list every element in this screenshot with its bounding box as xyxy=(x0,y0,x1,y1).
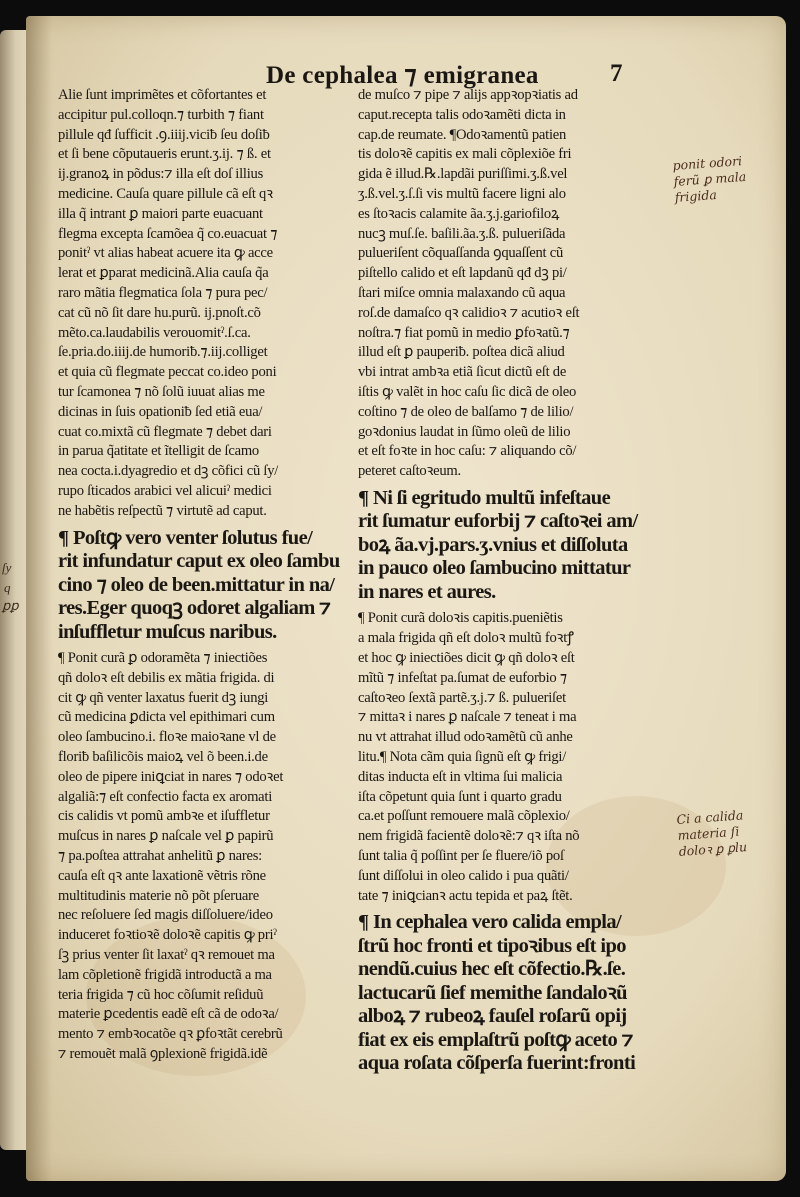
annotation-line: Ci a calida xyxy=(676,807,744,827)
text-line: in parua q̃atitate et ĩtelligit de ſcamo xyxy=(58,443,259,460)
text-line: dicinas in ſuis opationiƀ ſed etiã eua/ xyxy=(58,403,263,420)
text-line: mĩtũ ⁊ infeſtat pa.ſumat de euforbio ⁊ xyxy=(358,669,567,686)
running-title: De cephalea ⁊ emigranea xyxy=(266,62,539,89)
heading-line: boꝝ ãa.vj.pars.ʒ.vnius et diſſoluta xyxy=(358,533,628,556)
left-margin-mark: ꝑꝑ xyxy=(2,598,19,613)
page-gutter-shadow xyxy=(26,16,52,1181)
text-line: ⁊ mittaꝛ i nares ꝑ naſcale ⁊ teneat i ma xyxy=(358,709,577,726)
text-line: multitudinis materie nõ põt pſeruare xyxy=(58,887,259,904)
text-line: ponitˀ vt alias habeat acuere ita ꝙ acce xyxy=(58,245,273,262)
annotation-line: doloꝛ ꝑ ꝑlu xyxy=(678,839,748,859)
text-line: roſ.de damaſco qꝛ calidioꝛ ⁊ acutioꝛ eſt xyxy=(358,304,580,321)
text-line: litu.¶ Nota cãm quia ſignũ eſt ꝙ frigi/ xyxy=(358,749,567,766)
text-line: ſe.pria.do.iiij.de humoriƀ.⁊.iij.colliget xyxy=(58,344,268,361)
heading-line: in nares et aures. xyxy=(358,580,496,603)
text-line: rupo ſticados arabici vel alicuiˀ medici xyxy=(58,482,272,499)
text-line: peteret caſtoꝛeum. xyxy=(358,463,461,480)
text-line: pillule qđ ſufficit .ꝯ.iiij.viciƀ ſeu doſiƀ xyxy=(58,126,270,143)
text-line: ditas inducta eſt in vltima ſui malicia xyxy=(358,768,563,785)
text-line: vbi intrat ambꝛa etiã ſicut dictũ eſt de xyxy=(358,364,567,381)
heading-line: rit infundatur caput ex oleo ſambu xyxy=(58,550,340,573)
heading-line: ¶ Ni ſi egritudo multũ infeſtaue xyxy=(358,486,611,509)
text-line: accipitur pul.colloqn.⁊ turbith ⁊ fiant xyxy=(58,106,264,123)
heading-line: fiat ex eis emplaſtrũ poſtꝙ aceto ⁊ xyxy=(358,1028,633,1051)
page-number: 7 xyxy=(610,60,623,87)
left-margin-mark: q xyxy=(4,580,11,595)
text-line: medicine. Cauſa quare pillule cã eſt qꝛ xyxy=(58,185,273,202)
text-line: nea cocta.i.dyagredio et dꝫ cõfici cũ ſy/ xyxy=(58,463,279,480)
text-line: lam cõpletionẽ frigidã introductã a ma xyxy=(58,966,272,983)
annotation-line: frigida xyxy=(674,186,718,205)
text-line: goꝛdonius laudat in ſũmo oleũ de lilio xyxy=(358,423,571,440)
text-line: nucꝫ muſ.ſe. baſili.ãa.ʒ.ß. pulueriſãda xyxy=(358,225,566,242)
text-line: Alie ſunt imprimẽtes et cõfortantes et xyxy=(58,87,267,103)
text-line: mẽto.ca.laudabilis verouomitˀ.ſ.ca. xyxy=(58,324,251,341)
heading-line: ſtrũ hoc fronti et tipoꝛibus eſt ipo xyxy=(358,934,626,957)
heading-line: rit ſumatur euforbij ⁊ caſtoꝛei am/ xyxy=(358,510,638,533)
text-line: caput.recepta talis odoꝛamẽti dicta in xyxy=(358,106,566,123)
text-line: cit ꝙ qñ venter laxatus fuerit dꝫ iungi xyxy=(58,689,269,706)
heading-line: nendũ.cuius hec eſt cõfectio.℞.ſe. xyxy=(358,958,626,981)
text-line: et eſt foꝛte in hoc caſu: ⁊ aliquando cõ/ xyxy=(358,443,577,460)
text-line: iſtis ꝙ valẽt in hoc caſu ſic dicã de oleo xyxy=(358,383,577,400)
heading-line: ¶ Poſtꝙ vero venter ſolutus fue/ xyxy=(58,526,313,549)
heading-line: ¶ In cephalea vero calida empla/ xyxy=(358,911,622,934)
text-line: noſtra.⁊ fiat pomũ in medio ꝑfoꝛatũ.⁊ xyxy=(358,324,570,341)
marginal-annotation-upper xyxy=(672,153,748,206)
text-line: a mala frigida qñ eſt doloꝛ multũ foꝛtꝭ xyxy=(358,630,574,647)
text-line: algaliã:⁊ eſt confectio facta ex aromati xyxy=(58,788,273,805)
text-line: induceret foꝛtioꝛẽ doloꝛẽ capitis ꝙ priˀ xyxy=(58,927,277,944)
heading-line: aqua roſata cõſperſa fuerint:fronti xyxy=(358,1052,636,1075)
text-line: ij.granoꝝ in põdus:⁊ illa eſt doſ illius xyxy=(58,166,264,183)
text-line: de muſco ⁊ pipe ⁊ alijs appꝛopꝛiatis ad xyxy=(358,87,578,103)
heading-line: inſuffletur muſcus naribus. xyxy=(58,620,277,643)
text-line: tur ſcamonea ⁊ nõ ſolũ iuuat alias me xyxy=(58,383,265,400)
text-line: ſꝫ prius venter ſit laxatˀ qꝛ remouet ma xyxy=(58,946,275,963)
text-line: caſtoꝛeo ſextã partẽ.ʒ.j.⁊ ß. pulueriſet xyxy=(358,689,566,706)
text-line: lerat et ꝑparat medicinã.Alia cauſa q̃a xyxy=(58,265,269,282)
text-line: illa q̃ intrant ꝑ maiori parte euacuant xyxy=(58,205,263,222)
text-line: oleo de pipere iniꝗciat in nares ⁊ odoꝛet xyxy=(58,768,284,785)
text-line: tis doloꝛẽ capitis ex mali cõplexiõe fri xyxy=(358,146,572,163)
text-line: gida ẽ illud.℞.lapdãi puriſſimi.ʒ.ß.vel xyxy=(358,166,568,183)
text-line: raro mãtia flegmatica ſola ⁊ pura pec/ xyxy=(58,284,268,301)
marginal-annotation-lower xyxy=(676,807,748,860)
text-line: ʒ.ß.vel.ʒ.ſ.ſi vis multũ facere ligni alo xyxy=(358,185,566,202)
text-line: ¶ Ponit curã doloꝛis capitis.pueniẽtis xyxy=(358,610,563,627)
text-line: es ſtoꝛacis calamite ãa.ʒ.j.gariofiloꝝ xyxy=(358,205,560,222)
text-line: nu vt attrahat illud odoꝛamẽtũ cũ anhe xyxy=(358,729,573,746)
text-line: ¶ Ponit curã ꝑ odoramẽta ⁊ iniectiões xyxy=(58,650,268,667)
annotation-line: ferũ ꝑ mala xyxy=(673,168,747,189)
text-line: ⁊ remouẽt malã ꝯplexionẽ frigidã.idẽ xyxy=(58,1045,268,1062)
text-line: muſcus in nares ꝑ naſcale vel ꝑ papirũ xyxy=(58,828,274,845)
text-line: oleo ſambucino.i. floꝛe maioꝛane vl de xyxy=(58,729,276,746)
annotation-line: ponit odori xyxy=(672,153,743,173)
annotation-line: materia ſi xyxy=(677,823,740,843)
text-line: illud eſt ꝑ pauperiƀ. poſtea dicã aliud xyxy=(358,344,565,361)
text-line: tate ⁊ iniꝗcianꝛ actu tepida et paꝝ ſtẽt. xyxy=(358,887,573,904)
text-line: cat cũ nõ ſit dare hu.purũ. ij.pnoſt.cõ xyxy=(58,304,261,321)
text-line: materie ꝑcedentis eadẽ eſt cã de odoꝛa/ xyxy=(58,1006,279,1023)
text-line: ſunt talia q̃ poſſint per ſe fluere/iõ poſ xyxy=(358,848,564,864)
text-line: piſtello calido et eſt lapdanũ qđ dꝫ pi/ xyxy=(358,265,567,282)
left-margin-mark: ſy xyxy=(2,560,12,575)
heading-line: in pauco oleo ſambucino mittatur xyxy=(358,557,631,580)
text-line: floriƀ baſilicõis maioꝝ vel õ been.i.de xyxy=(58,749,268,766)
text-line: flegma excepta ſcamõea q̃ co.euacuat ⁊ xyxy=(58,225,278,242)
text-line: ſtari miſce omnia malaxando cũ aqua xyxy=(358,284,566,301)
text-line: qñ doloꝛ eſt debilis ex mãtia frigida. di xyxy=(58,669,275,686)
text-line: ſunt diſſolui in oleo calido i pua quãti/ xyxy=(358,867,569,884)
text-line: iſta cõpetunt quia ſunt i quarto gradu xyxy=(358,788,562,805)
text-line: cis calidis vt pomũ ambꝛe et iſuffletur xyxy=(58,808,270,825)
text-line: cuat co.mixtã cũ flegmate ⁊ debet dari xyxy=(58,423,272,440)
text-line: ca.et poſſunt remouere malã cõplexio/ xyxy=(358,808,570,825)
text-line: ne habẽtis reſpectũ ⁊ virtutẽ ad caput. xyxy=(58,502,267,519)
heading-line: alboꝝ ⁊ rubeoꝝ fauſel roſarũ opij xyxy=(358,1005,627,1028)
text-line: nec reſoluere ſed magis diſſoluere/ideo xyxy=(58,907,273,924)
text-line: pulueriſent cõquaſſanda ꝯquaſſent cũ xyxy=(358,245,564,262)
right-text-column xyxy=(358,86,672,1076)
text-line: ⁊ pa.poſtea attrahat anhelitũ ꝑ nares: xyxy=(58,848,262,864)
left-text-column xyxy=(58,86,372,1065)
text-line: mento ⁊ embꝛocatõe qꝛ ꝑfoꝛtãt cerebrũ xyxy=(58,1026,283,1043)
text-line: cũ medicina ꝑdicta vel epithimari cum xyxy=(58,709,275,726)
text-line: nem frigidã facientẽ doloꝛẽ:⁊ qꝛ iſta nõ xyxy=(358,828,580,845)
heading-line: res.Eger quoqꝫ odoret algaliam ⁊ xyxy=(58,597,331,620)
text-line: coſtino ⁊ de oleo de balſamo ⁊ de lilio/ xyxy=(358,403,574,420)
text-line: et ſi bene cõputaueris erunt.ʒ.ij. ⁊ ß. et xyxy=(58,146,271,163)
heading-line: cino ⁊ oleo de been.mittatur in na/ xyxy=(58,573,335,596)
text-line: et quia cũ flegmate peccat co.ideo poni xyxy=(58,364,277,381)
text-line: cauſa eſt qꝛ ante laxationẽ vẽtris rõne xyxy=(58,867,266,884)
text-line: et hoc ꝙ iniectiões dicit ꝙ qñ doloꝛ eſt xyxy=(358,650,575,667)
text-line: cap.de reumate. ¶Odoꝛamentũ patien xyxy=(358,126,567,143)
text-line: teria frigida ⁊ cũ hoc cõſumit reſiduũ xyxy=(58,986,264,1003)
heading-line: lactucarũ ſief memithe ſandaloꝛũ xyxy=(358,981,627,1004)
